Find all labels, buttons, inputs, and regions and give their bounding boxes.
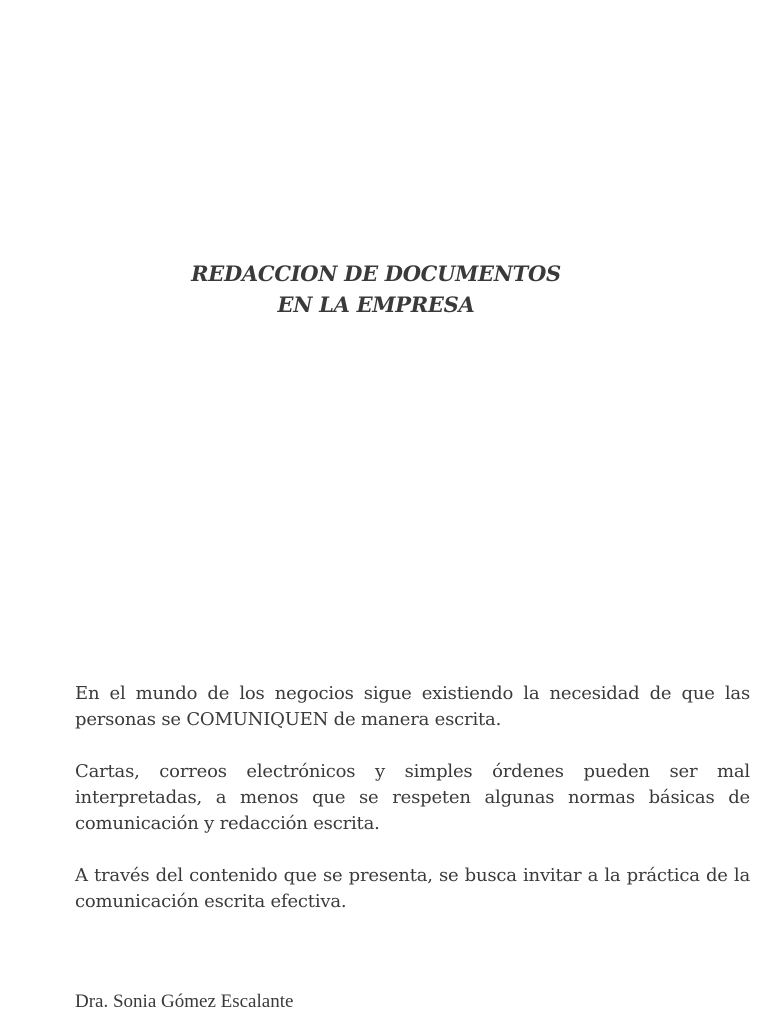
paragraph-1: En el mundo de los negocios sigue existiendo la necesidad de que las personas se COMUNIQUEN de manera escrita. <box>75 683 750 730</box>
paragraph-2: Cartas, correos electrónicos y simples órdenes pueden ser mal interpretadas, a menos que se respeten algunas normas básicas de comunicación y redacción escrita. <box>75 761 750 834</box>
author-signature: Dra. Sonia Gómez Escalante <box>75 991 294 1012</box>
paragraph-3: A través del contenido que se presenta, se busca invitar a la práctica de la comunicación escrita efectiva. <box>75 865 750 912</box>
title-line-2: EN LA EMPRESA <box>277 292 475 317</box>
document-title <box>0 258 752 320</box>
document-body <box>75 681 750 941</box>
title-line-1: REDACCION DE DOCUMENTOS <box>191 261 561 286</box>
